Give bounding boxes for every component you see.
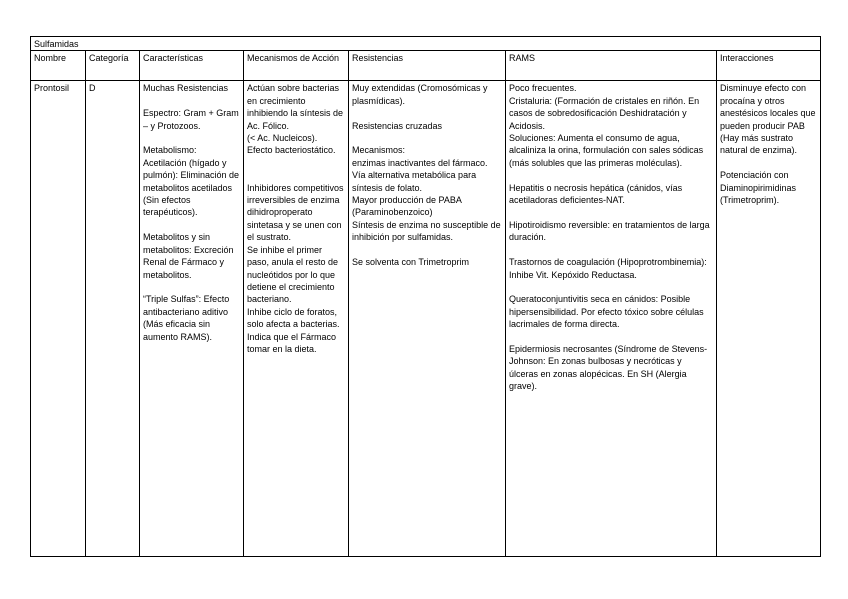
cell-rams <box>506 81 717 557</box>
cell-mecanismos-text: Actúan sobre bacterias en crecimiento inhibiendo la síntesis de Ac. Fólico. (< Ac. Nucleicos). Efecto bacteriostático. Inhibidores competitivos irreversibles de enzima dihidroproperato sintetasa y se unen con el sustrato. Se inhibe el primer paso, anula el resto de nucleótidos por lo que detiene el crecimiento bacteriano. Inhibe ciclo de foratos, solo afecta a bacterias. Indica que el Fármaco tomar en la dieta. <box>247 83 344 354</box>
table-row <box>31 81 821 557</box>
header-rams: RAMS <box>506 51 717 81</box>
header-categoria: Categoría <box>86 51 140 81</box>
cell-interacciones-text: Disminuye efecto con procaína y otros anestésicos locales que pueden producir PAB (Hay más sustrato natural de enzima). Potenciación con Diaminopirimidinas (Trimetroprim). <box>720 83 816 206</box>
cell-rams-text: Poco frecuentes. Cristaluria: (Formación de cristales en riñón. En casos de sobredosificación Deshidratación y Acidosis. Soluciones: Aumenta el consumo de agua, alcaliniza la orina, formulación con sales sódicas (más solubles que las primeras moléculas). Hepatitis o necrosis hepática (cánidos, vías acetiladoras deficientes-NAT. Hipotiroidismo reversible: en tratamientos de larga duración. Trastornos de coagulación (Hipoprotrombinemia): Inhibe Vit. Kepóxido Reductasa. Queratoconjuntivitis seca en cánidos: Posible hipersensibilidad. Por efecto tóxico sobre células lacrimales de forma directa. Epidermiosis necrosantes (Síndrome de Stevens-Johnson: En zonas bulbosas y necróticas y úlceras en zonas alopécicas. En SH (Alergia grave). <box>509 83 710 392</box>
cell-interacciones <box>717 81 821 557</box>
cell-caracteristicas <box>140 81 244 557</box>
cell-mecanismos <box>244 81 349 557</box>
sulfamidas-table <box>30 36 821 557</box>
header-nombre: Nombre <box>31 51 86 81</box>
header-resistencias: Resistencias <box>349 51 506 81</box>
header-caracteristicas: Características <box>140 51 244 81</box>
cell-resistencias <box>349 81 506 557</box>
cell-categoria-text: D <box>89 83 96 94</box>
title-row <box>31 37 821 51</box>
header-interacciones: Interacciones <box>717 51 821 81</box>
cell-caracteristicas-text: Muchas Resistencias Espectro: Gram + Gram – y Protozoos. Metabolismo: Acetilación (hígado y pulmón): Eliminación de metabolitos acetilados (Sin efectos terapéuticos). Metabolitos y sin metabolitos: Excreción Renal de Fármaco y metabolitos. “Triple Sulfas”: Efecto antibacteriano aditivo (Más eficacia sin aumento RAMS). <box>143 83 240 342</box>
cell-categoria <box>86 81 140 557</box>
cell-nombre-text: Prontosil <box>34 83 70 94</box>
table-title: Sulfamidas <box>31 37 821 51</box>
header-mecanismos: Mecanismos de Acción <box>244 51 349 81</box>
cell-resistencias-text: Muy extendidas (Cromosómicas y plasmídicas). Resistencias cruzadas Mecanismos: enzimas inactivantes del fármaco. Vía alternativa metabólica para síntesis de folato. Mayor producción de PABA (Paraminobenzoico) Síntesis de enzima no susceptible de inhibición por sulfamidas. Se solventa con Trimetroprim <box>352 83 501 268</box>
header-row <box>31 51 821 81</box>
cell-nombre <box>31 81 86 557</box>
